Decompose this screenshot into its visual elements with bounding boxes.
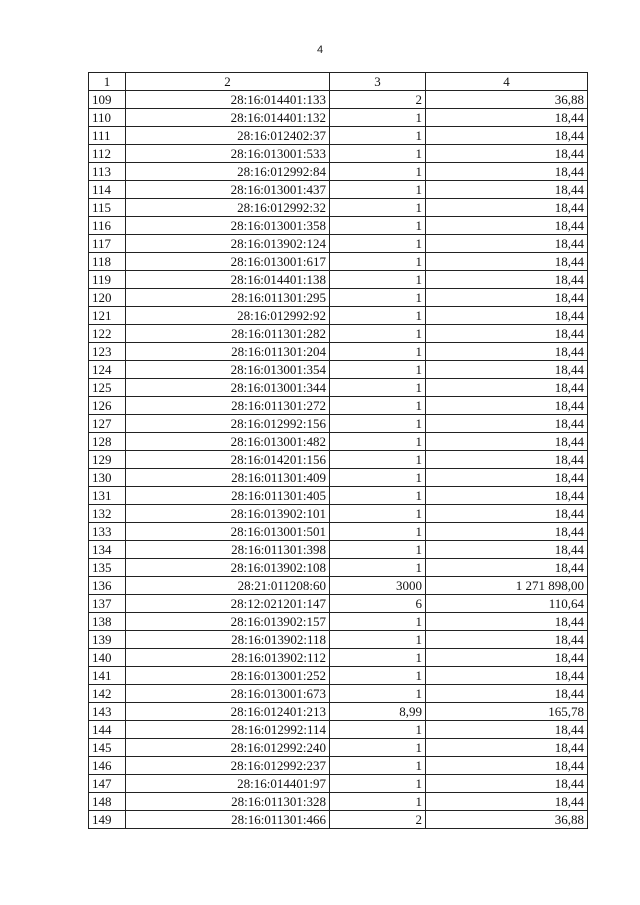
- cadastral-number-cell: 28:16:013902:157: [126, 613, 330, 631]
- table-row: [89, 289, 588, 307]
- row-number-cell: 127: [89, 415, 126, 433]
- cadastral-number-cell: 28:21:011208:60: [126, 577, 330, 595]
- cadastral-number-cell: 28:16:014401:97: [126, 775, 330, 793]
- quantity-cell: 1: [330, 109, 426, 127]
- quantity-cell: 3000: [330, 577, 426, 595]
- table-row: [89, 181, 588, 199]
- quantity-cell: 1: [330, 307, 426, 325]
- cadastral-number-cell: 28:16:013001:533: [126, 145, 330, 163]
- quantity-cell: 1: [330, 541, 426, 559]
- cadastral-number-cell: 28:16:013001:354: [126, 361, 330, 379]
- cadastral-number-cell: 28:16:011301:272: [126, 397, 330, 415]
- amount-cell: 18,44: [426, 289, 588, 307]
- amount-cell: 18,44: [426, 271, 588, 289]
- cadastral-number-cell: 28:16:014401:138: [126, 271, 330, 289]
- row-number-cell: 143: [89, 703, 126, 721]
- cadastral-number-cell: 28:16:012402:37: [126, 127, 330, 145]
- amount-cell: 18,44: [426, 685, 588, 703]
- cadastral-number-cell: 28:16:013001:617: [126, 253, 330, 271]
- header-col-2: 2: [126, 73, 330, 91]
- quantity-cell: 1: [330, 757, 426, 775]
- amount-cell: 18,44: [426, 631, 588, 649]
- quantity-cell: 1: [330, 163, 426, 181]
- cadastral-number-cell: 28:16:012992:114: [126, 721, 330, 739]
- cadastral-number-cell: 28:16:014201:156: [126, 451, 330, 469]
- row-number-cell: 135: [89, 559, 126, 577]
- cadastral-number-cell: 28:16:012992:156: [126, 415, 330, 433]
- row-number-cell: 120: [89, 289, 126, 307]
- cadastral-number-cell: 28:16:014401:133: [126, 91, 330, 109]
- table-row: [89, 775, 588, 793]
- table-row: [89, 325, 588, 343]
- table-row: [89, 199, 588, 217]
- cadastral-number-cell: 28:16:012992:240: [126, 739, 330, 757]
- quantity-cell: 1: [330, 667, 426, 685]
- amount-cell: 18,44: [426, 793, 588, 811]
- row-number-cell: 131: [89, 487, 126, 505]
- row-number-cell: 123: [89, 343, 126, 361]
- amount-cell: 18,44: [426, 505, 588, 523]
- row-number-cell: 109: [89, 91, 126, 109]
- cadastral-number-cell: 28:16:013001:482: [126, 433, 330, 451]
- row-number-cell: 139: [89, 631, 126, 649]
- table-row: [89, 361, 588, 379]
- amount-cell: 18,44: [426, 721, 588, 739]
- quantity-cell: 1: [330, 199, 426, 217]
- row-number-cell: 144: [89, 721, 126, 739]
- row-number-cell: 133: [89, 523, 126, 541]
- quantity-cell: 1: [330, 325, 426, 343]
- amount-cell: 18,44: [426, 649, 588, 667]
- cadastral-number-cell: 28:16:013902:108: [126, 559, 330, 577]
- row-number-cell: 110: [89, 109, 126, 127]
- cadastral-number-cell: 28:16:011301:398: [126, 541, 330, 559]
- table-row: [89, 577, 588, 595]
- quantity-cell: 1: [330, 343, 426, 361]
- table-row: [89, 307, 588, 325]
- amount-cell: 18,44: [426, 739, 588, 757]
- amount-cell: 165,78: [426, 703, 588, 721]
- amount-cell: 18,44: [426, 667, 588, 685]
- quantity-cell: 1: [330, 559, 426, 577]
- header-col-4: 4: [426, 73, 588, 91]
- header-col-3: 3: [330, 73, 426, 91]
- table-header: [89, 73, 588, 91]
- amount-cell: 18,44: [426, 379, 588, 397]
- row-number-cell: 130: [89, 469, 126, 487]
- row-number-cell: 126: [89, 397, 126, 415]
- cadastral-number-cell: 28:16:013902:112: [126, 649, 330, 667]
- amount-cell: 18,44: [426, 613, 588, 631]
- quantity-cell: 1: [330, 775, 426, 793]
- table-row: [89, 451, 588, 469]
- row-number-cell: 128: [89, 433, 126, 451]
- cadastral-number-cell: 28:16:011301:204: [126, 343, 330, 361]
- quantity-cell: 1: [330, 433, 426, 451]
- cadastral-number-cell: 28:16:011301:466: [126, 811, 330, 829]
- amount-cell: 18,44: [426, 559, 588, 577]
- table-row: [89, 685, 588, 703]
- table-body: [89, 91, 588, 829]
- amount-cell: 18,44: [426, 523, 588, 541]
- cadastral-number-cell: 28:16:012401:213: [126, 703, 330, 721]
- amount-cell: 18,44: [426, 199, 588, 217]
- table-row: [89, 253, 588, 271]
- quantity-cell: 1: [330, 739, 426, 757]
- table-row: [89, 505, 588, 523]
- amount-cell: 18,44: [426, 541, 588, 559]
- table-row: [89, 559, 588, 577]
- row-number-cell: 138: [89, 613, 126, 631]
- quantity-cell: 1: [330, 271, 426, 289]
- cadastral-number-cell: 28:16:012992:92: [126, 307, 330, 325]
- header-col-1: 1: [89, 73, 126, 91]
- page-number: 4: [316, 44, 324, 56]
- table-row: [89, 217, 588, 235]
- amount-cell: 110,64: [426, 595, 588, 613]
- quantity-cell: 1: [330, 487, 426, 505]
- table-row: [89, 703, 588, 721]
- table-row: [89, 613, 588, 631]
- quantity-cell: 1: [330, 613, 426, 631]
- row-number-cell: 114: [89, 181, 126, 199]
- amount-cell: 18,44: [426, 361, 588, 379]
- row-number-cell: 141: [89, 667, 126, 685]
- table-row: [89, 433, 588, 451]
- quantity-cell: 1: [330, 145, 426, 163]
- table-row: [89, 469, 588, 487]
- cadastral-number-cell: 28:16:013001:358: [126, 217, 330, 235]
- quantity-cell: 1: [330, 127, 426, 145]
- table-row: [89, 541, 588, 559]
- quantity-cell: 1: [330, 523, 426, 541]
- row-number-cell: 122: [89, 325, 126, 343]
- amount-cell: 1 271 898,00: [426, 577, 588, 595]
- amount-cell: 18,44: [426, 397, 588, 415]
- table-row: [89, 91, 588, 109]
- quantity-cell: 2: [330, 91, 426, 109]
- cadastral-number-cell: 28:16:012992:32: [126, 199, 330, 217]
- table-row: [89, 631, 588, 649]
- cadastral-number-cell: 28:16:011301:282: [126, 325, 330, 343]
- row-number-cell: 124: [89, 361, 126, 379]
- quantity-cell: 2: [330, 811, 426, 829]
- quantity-cell: 1: [330, 721, 426, 739]
- row-number-cell: 116: [89, 217, 126, 235]
- amount-cell: 18,44: [426, 163, 588, 181]
- row-number-cell: 121: [89, 307, 126, 325]
- row-number-cell: 147: [89, 775, 126, 793]
- amount-cell: 36,88: [426, 91, 588, 109]
- amount-cell: 18,44: [426, 487, 588, 505]
- amount-cell: 18,44: [426, 145, 588, 163]
- amount-cell: 18,44: [426, 325, 588, 343]
- cadastral-number-cell: 28:16:011301:409: [126, 469, 330, 487]
- row-number-cell: 149: [89, 811, 126, 829]
- row-number-cell: 145: [89, 739, 126, 757]
- amount-cell: 18,44: [426, 433, 588, 451]
- row-number-cell: 136: [89, 577, 126, 595]
- amount-cell: 18,44: [426, 307, 588, 325]
- cadastral-number-cell: 28:16:013902:101: [126, 505, 330, 523]
- row-number-cell: 115: [89, 199, 126, 217]
- table-row: [89, 523, 588, 541]
- row-number-cell: 137: [89, 595, 126, 613]
- cadastral-number-cell: 28:16:013001:673: [126, 685, 330, 703]
- quantity-cell: 1: [330, 451, 426, 469]
- row-number-cell: 119: [89, 271, 126, 289]
- amount-cell: 18,44: [426, 253, 588, 271]
- table-row: [89, 343, 588, 361]
- amount-cell: 18,44: [426, 127, 588, 145]
- table-row: [89, 163, 588, 181]
- table-row: [89, 793, 588, 811]
- quantity-cell: 1: [330, 217, 426, 235]
- table-row: [89, 739, 588, 757]
- table-row: [89, 649, 588, 667]
- amount-cell: 18,44: [426, 469, 588, 487]
- quantity-cell: 1: [330, 505, 426, 523]
- table-row: [89, 127, 588, 145]
- amount-cell: 18,44: [426, 181, 588, 199]
- amount-cell: 36,88: [426, 811, 588, 829]
- cadastral-number-cell: 28:12:021201:147: [126, 595, 330, 613]
- amount-cell: 18,44: [426, 757, 588, 775]
- cadastral-number-cell: 28:16:014401:132: [126, 109, 330, 127]
- amount-cell: 18,44: [426, 775, 588, 793]
- cadastral-number-cell: 28:16:011301:295: [126, 289, 330, 307]
- quantity-cell: 1: [330, 793, 426, 811]
- row-number-cell: 117: [89, 235, 126, 253]
- amount-cell: 18,44: [426, 235, 588, 253]
- quantity-cell: 6: [330, 595, 426, 613]
- table-row: [89, 415, 588, 433]
- row-number-cell: 132: [89, 505, 126, 523]
- row-number-cell: 112: [89, 145, 126, 163]
- cadastral-number-cell: 28:16:011301:405: [126, 487, 330, 505]
- header-row: [89, 73, 588, 91]
- row-number-cell: 134: [89, 541, 126, 559]
- amount-cell: 18,44: [426, 415, 588, 433]
- row-number-cell: 146: [89, 757, 126, 775]
- table-row: [89, 145, 588, 163]
- row-number-cell: 113: [89, 163, 126, 181]
- quantity-cell: 1: [330, 397, 426, 415]
- table-row: [89, 235, 588, 253]
- row-number-cell: 118: [89, 253, 126, 271]
- cadastral-number-cell: 28:16:012992:84: [126, 163, 330, 181]
- quantity-cell: 1: [330, 649, 426, 667]
- cadastral-number-cell: 28:16:013001:344: [126, 379, 330, 397]
- row-number-cell: 142: [89, 685, 126, 703]
- table-row: [89, 397, 588, 415]
- cadastral-number-cell: 28:16:013001:437: [126, 181, 330, 199]
- quantity-cell: 1: [330, 181, 426, 199]
- cadastral-number-cell: 28:16:013001:252: [126, 667, 330, 685]
- cadastral-number-cell: 28:16:012992:237: [126, 757, 330, 775]
- amount-cell: 18,44: [426, 451, 588, 469]
- row-number-cell: 125: [89, 379, 126, 397]
- cadastral-number-cell: 28:16:013902:124: [126, 235, 330, 253]
- cadastral-number-cell: 28:16:013001:501: [126, 523, 330, 541]
- table-row: [89, 757, 588, 775]
- register-table: [88, 72, 588, 829]
- quantity-cell: 1: [330, 631, 426, 649]
- table-row: [89, 271, 588, 289]
- quantity-cell: 1: [330, 379, 426, 397]
- quantity-cell: 1: [330, 235, 426, 253]
- table-row: [89, 487, 588, 505]
- table-row: [89, 379, 588, 397]
- amount-cell: 18,44: [426, 217, 588, 235]
- table-row: [89, 667, 588, 685]
- row-number-cell: 140: [89, 649, 126, 667]
- table-row: [89, 811, 588, 829]
- quantity-cell: 1: [330, 685, 426, 703]
- amount-cell: 18,44: [426, 109, 588, 127]
- cadastral-number-cell: 28:16:011301:328: [126, 793, 330, 811]
- table-row: [89, 721, 588, 739]
- amount-cell: 18,44: [426, 343, 588, 361]
- quantity-cell: 1: [330, 253, 426, 271]
- table-row: [89, 109, 588, 127]
- quantity-cell: 1: [330, 469, 426, 487]
- row-number-cell: 148: [89, 793, 126, 811]
- quantity-cell: 8,99: [330, 703, 426, 721]
- quantity-cell: 1: [330, 289, 426, 307]
- row-number-cell: 129: [89, 451, 126, 469]
- quantity-cell: 1: [330, 415, 426, 433]
- cadastral-number-cell: 28:16:013902:118: [126, 631, 330, 649]
- row-number-cell: 111: [89, 127, 126, 145]
- table-row: [89, 595, 588, 613]
- quantity-cell: 1: [330, 361, 426, 379]
